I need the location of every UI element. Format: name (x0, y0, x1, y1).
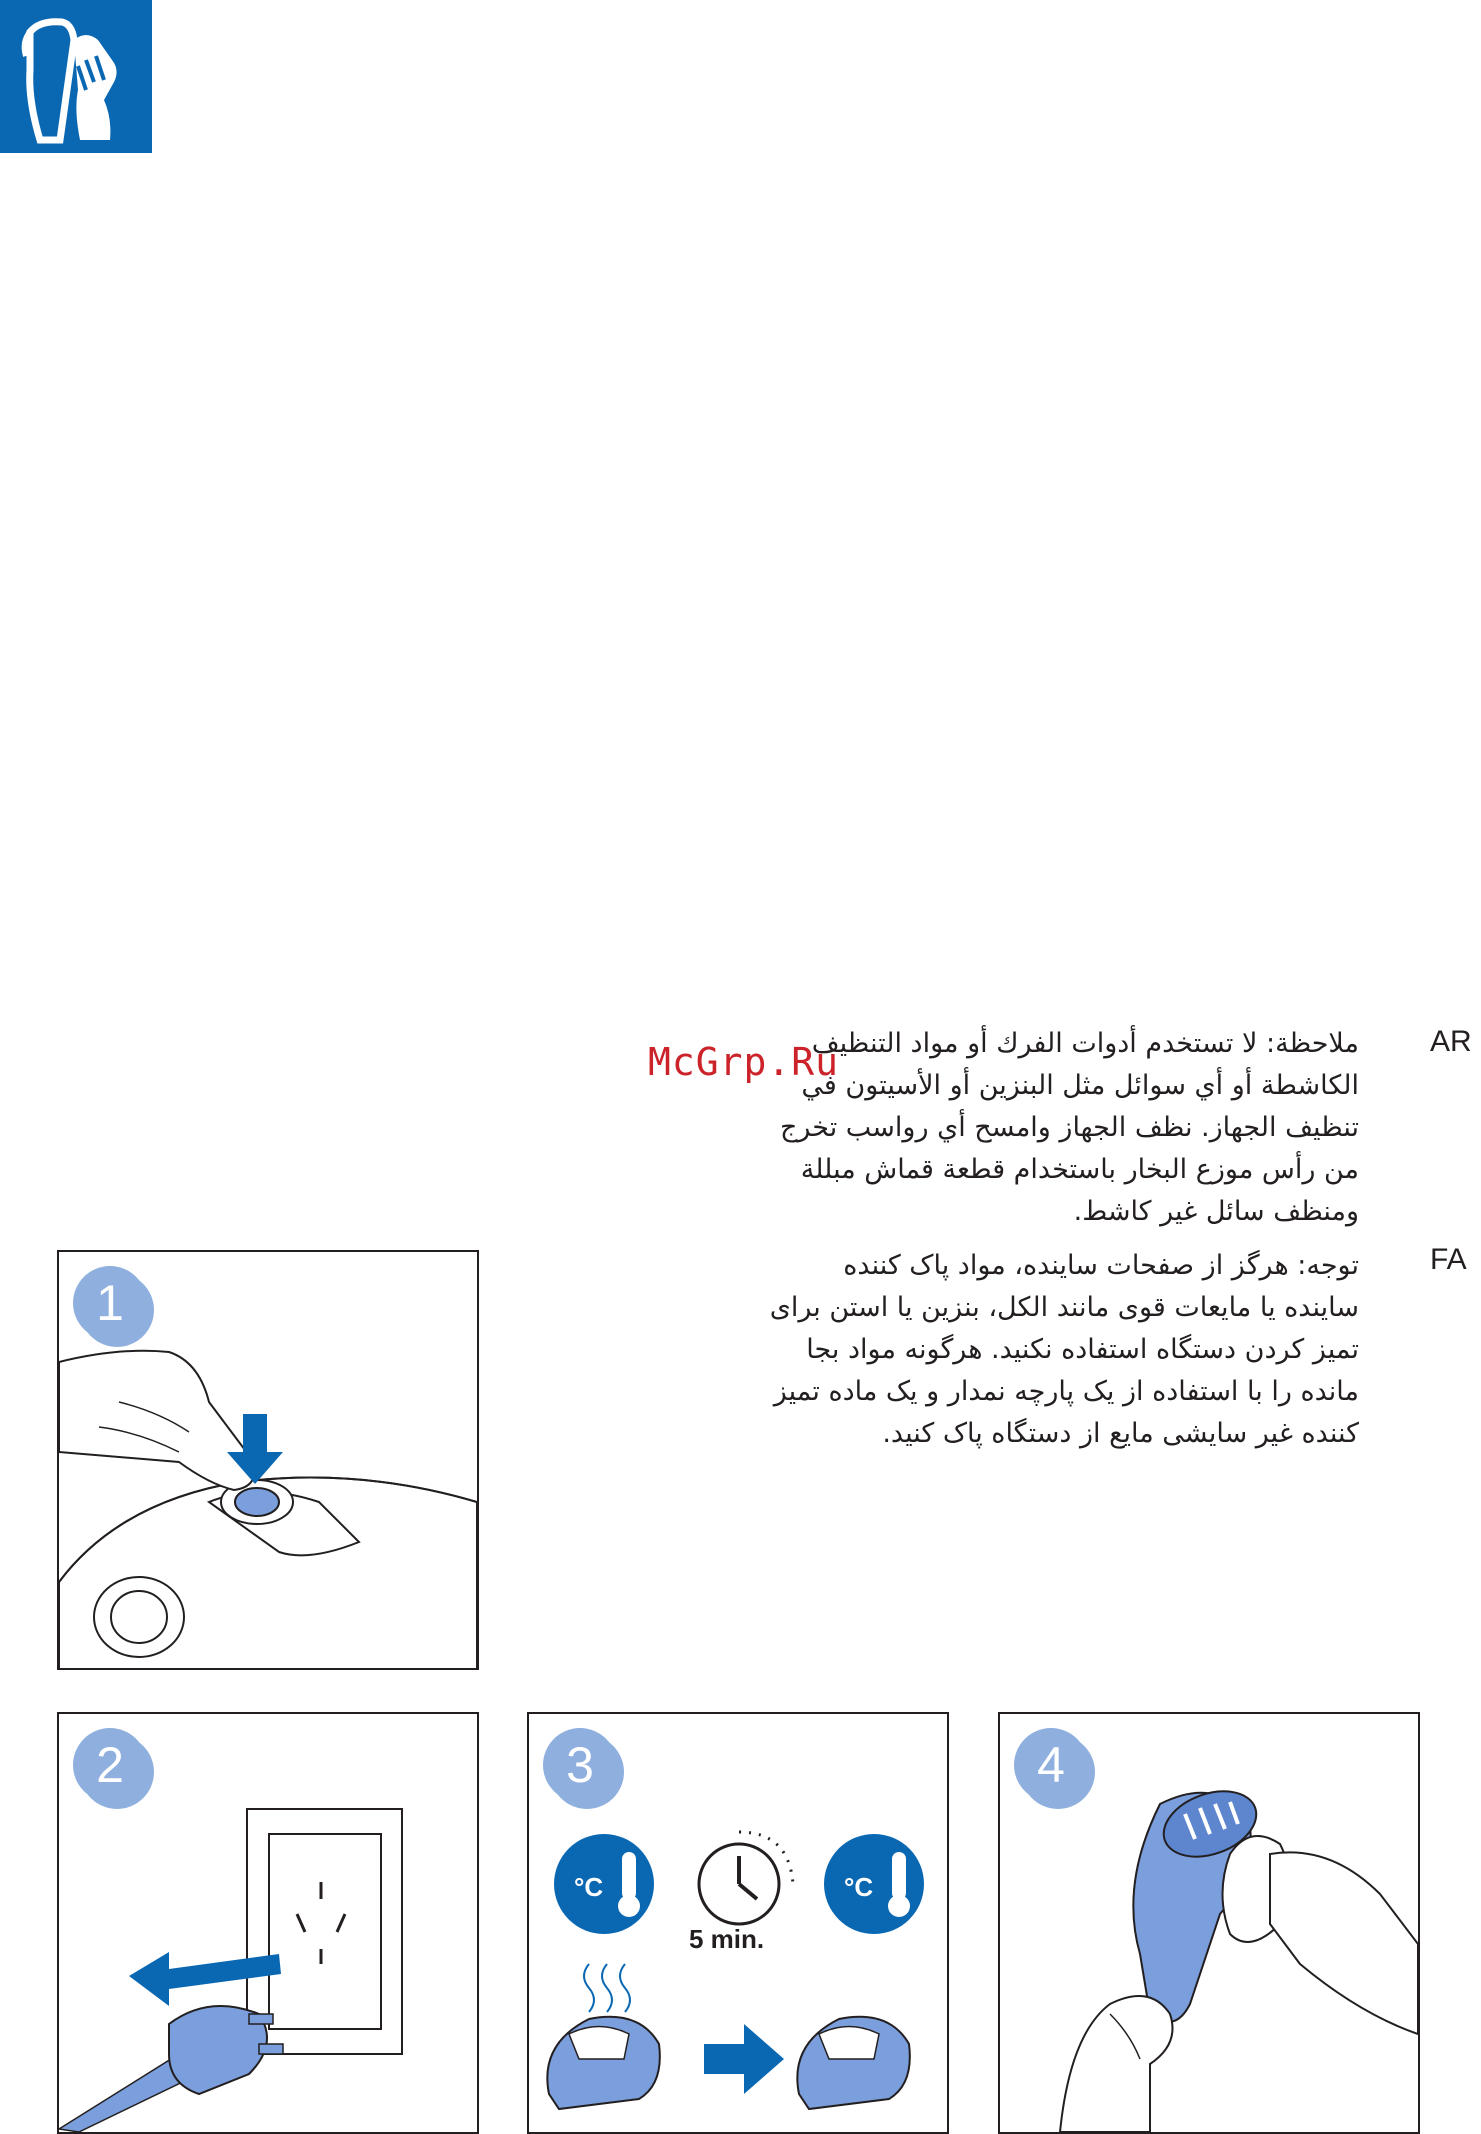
text-line: ملاحظة: لا تستخدم أدوات الفرك أو مواد التنظيف (811, 1028, 1359, 1059)
text-line: کننده غیر سایشی مایع از دستگاه پاک کنید. (882, 1418, 1359, 1449)
watermark: McGrp.Ru (648, 1040, 840, 1084)
persian-paragraph (759, 1245, 1359, 1455)
text-line: توجه: هرگز از صفحات ساینده، مواد پاک کننده (843, 1250, 1359, 1281)
text-line: من رأس موزع البخار باستخدام قطعة قماش مبللة (800, 1154, 1359, 1185)
text-line: مانده را با استفاده از یک پارچه نمدار و یک ماده تمیز (773, 1376, 1359, 1407)
step-2-panel (57, 1712, 479, 2134)
step-number: 1 (73, 1266, 147, 1340)
cleaning-hand-icon (0, 0, 152, 153)
text-line: الكاشطة أو أي سوائل مثل البنزين أو الأسيتون في (801, 1070, 1359, 1101)
step-number: 4 (1014, 1728, 1088, 1802)
lang-label-fa: FA (1430, 1243, 1467, 1276)
step-number: 3 (543, 1728, 617, 1802)
text-line: ومنظف سائل غير كاشط. (1073, 1196, 1359, 1227)
svg-text:°C: °C (574, 1872, 604, 1902)
thermometer-icon (554, 1834, 654, 1934)
step-1-panel (57, 1250, 479, 1670)
svg-text:°C: °C (844, 1872, 874, 1902)
timer-label: 5 min. (689, 1924, 765, 1954)
cleaning-logo (0, 0, 152, 153)
arabic-paragraph (759, 1023, 1359, 1233)
lang-label-ar: AR (1430, 1025, 1472, 1058)
thermometer-icon (824, 1834, 924, 1934)
text-line: ساینده یا مایعات قوی مانند الکل، بنزین یا استن برای (769, 1292, 1359, 1323)
text-line: تنظيف الجهاز. نظف الجهاز وامسح أي رواسب تخرج (779, 1112, 1359, 1143)
step-4-panel (998, 1712, 1420, 2134)
step-3-panel (527, 1712, 949, 2134)
step-number: 2 (73, 1728, 147, 1802)
text-line: تمیز کردن دستگاه استفاده نکنید. هرگونه مواد بجا (806, 1334, 1359, 1365)
